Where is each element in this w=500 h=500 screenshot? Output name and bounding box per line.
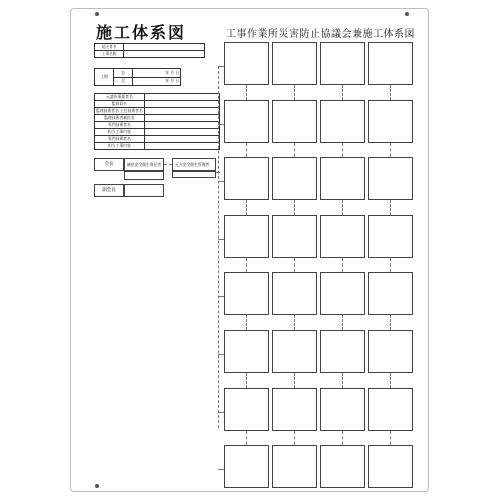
subcontractor-box [224,272,269,315]
connector-line [164,164,172,165]
subcontractor-box [320,42,365,85]
connector-line [294,431,295,446]
connector-line [342,431,343,446]
subcontractor-box [320,100,365,143]
page-title: 施工体系図 [96,23,187,42]
staff-value [144,108,219,115]
table-row [95,136,220,143]
vice-chairman-label: 副会長 [94,184,124,197]
table-row [95,94,220,101]
connector-line [246,258,247,273]
trunk-line [218,66,219,428]
staff-label: 監理技術者補佐名 [95,115,145,122]
subcontractor-box [320,445,365,488]
subcontractor-box [368,215,413,258]
table-row [95,69,181,78]
period-start-prefix: 自 [114,69,133,78]
subcontractor-box [368,157,413,200]
connector-line [390,143,391,158]
subcontractor-box [368,388,413,431]
staff-label: 監督員名 [95,101,145,108]
subcontractor-box [368,272,413,315]
staff-label: 監理技術者名 主任技術者名 [96,108,143,113]
subcontractor-box [224,445,269,488]
mounting-hole [95,484,99,488]
connector-line [342,258,343,273]
connector-line [342,143,343,158]
client-table [94,43,205,58]
subcontractor-box [272,330,317,373]
staff-label: 元請負事業者名 [95,94,145,101]
subcontractor-box [320,157,365,200]
table-row [95,101,220,108]
period-start-value: 年 月 日 [133,69,181,78]
connector-line [294,315,295,330]
subcontractor-box [272,388,317,431]
connector-line [294,85,295,100]
table-row [95,44,205,51]
connector-line [342,373,343,388]
staff-value [144,129,219,136]
staff-value [144,143,219,150]
chairman-name-box [124,171,164,180]
connector-line [246,431,247,446]
subcontractor-box [224,100,269,143]
client-label: 発注者名 [95,44,124,51]
period-end-prefix: 至 [114,77,133,86]
staff-table [94,93,220,150]
page-subtitle: 工事作業所災害防止協議会兼施工体系図 [226,29,415,40]
table-row [95,108,220,115]
connector-line [294,373,295,388]
safety-manager-name-box [172,171,216,178]
connector-line [246,373,247,388]
connector-line [390,258,391,273]
client-value [124,44,205,51]
connector-line [390,200,391,215]
subcontractor-box [320,388,365,431]
staff-value [144,122,219,129]
period-table [94,68,181,86]
staff-label: 担当工事内容 [95,129,145,136]
table-row [95,115,220,122]
staff-label: 専門技術者名 [95,136,145,143]
subcontractor-box [224,330,269,373]
connector-line [246,85,247,100]
connector-line [390,85,391,100]
chairman-role: 統括安全衛生責任者 [124,158,164,171]
project-name-label: 工事名称 [95,51,124,58]
connector-line [294,200,295,215]
subcontractor-box [368,330,413,373]
connector-line [294,143,295,158]
subcontractor-box [272,215,317,258]
subcontractor-box [272,42,317,85]
subcontractor-box [320,330,365,373]
table-row [95,129,220,136]
subcontractor-box [224,388,269,431]
subcontractor-box [224,42,269,85]
subcontractor-box [320,272,365,315]
staff-label: 担当工事内容 [95,143,145,150]
project-name-value [124,51,205,58]
subcontractor-box [368,100,413,143]
connector-line [294,258,295,273]
vice-chairman-name-box [124,184,164,197]
connector-line [246,143,247,158]
mounting-hole [95,12,99,16]
subcontractor-box [224,215,269,258]
staff-value [144,115,219,122]
safety-manager-label: 元方安全衛生管理者 [172,158,216,171]
table-row [95,51,205,58]
table-row [95,122,220,129]
subcontractor-box [272,100,317,143]
staff-value [144,136,219,143]
subcontractor-box [272,445,317,488]
subcontractor-box [368,445,413,488]
staff-value [144,94,219,101]
period-label: 工期 [95,69,114,86]
subcontractor-box [272,272,317,315]
subcontractor-box [368,42,413,85]
mounting-hole [405,12,409,16]
staff-label: 専門技術者名 [95,122,145,129]
connector-line [246,315,247,330]
table-row [95,143,220,150]
connector-line [342,200,343,215]
connector-line [390,431,391,446]
connector-line [390,373,391,388]
connector-line [390,315,391,330]
connector-line [342,85,343,100]
period-end-value: 年 月 日 [133,77,181,86]
chairman-label: 会長 [94,158,124,171]
subcontractor-box [224,157,269,200]
staff-value [144,101,219,108]
connector-line [246,200,247,215]
subcontractor-box [320,215,365,258]
subcontractor-box [272,157,317,200]
connector-line [342,315,343,330]
